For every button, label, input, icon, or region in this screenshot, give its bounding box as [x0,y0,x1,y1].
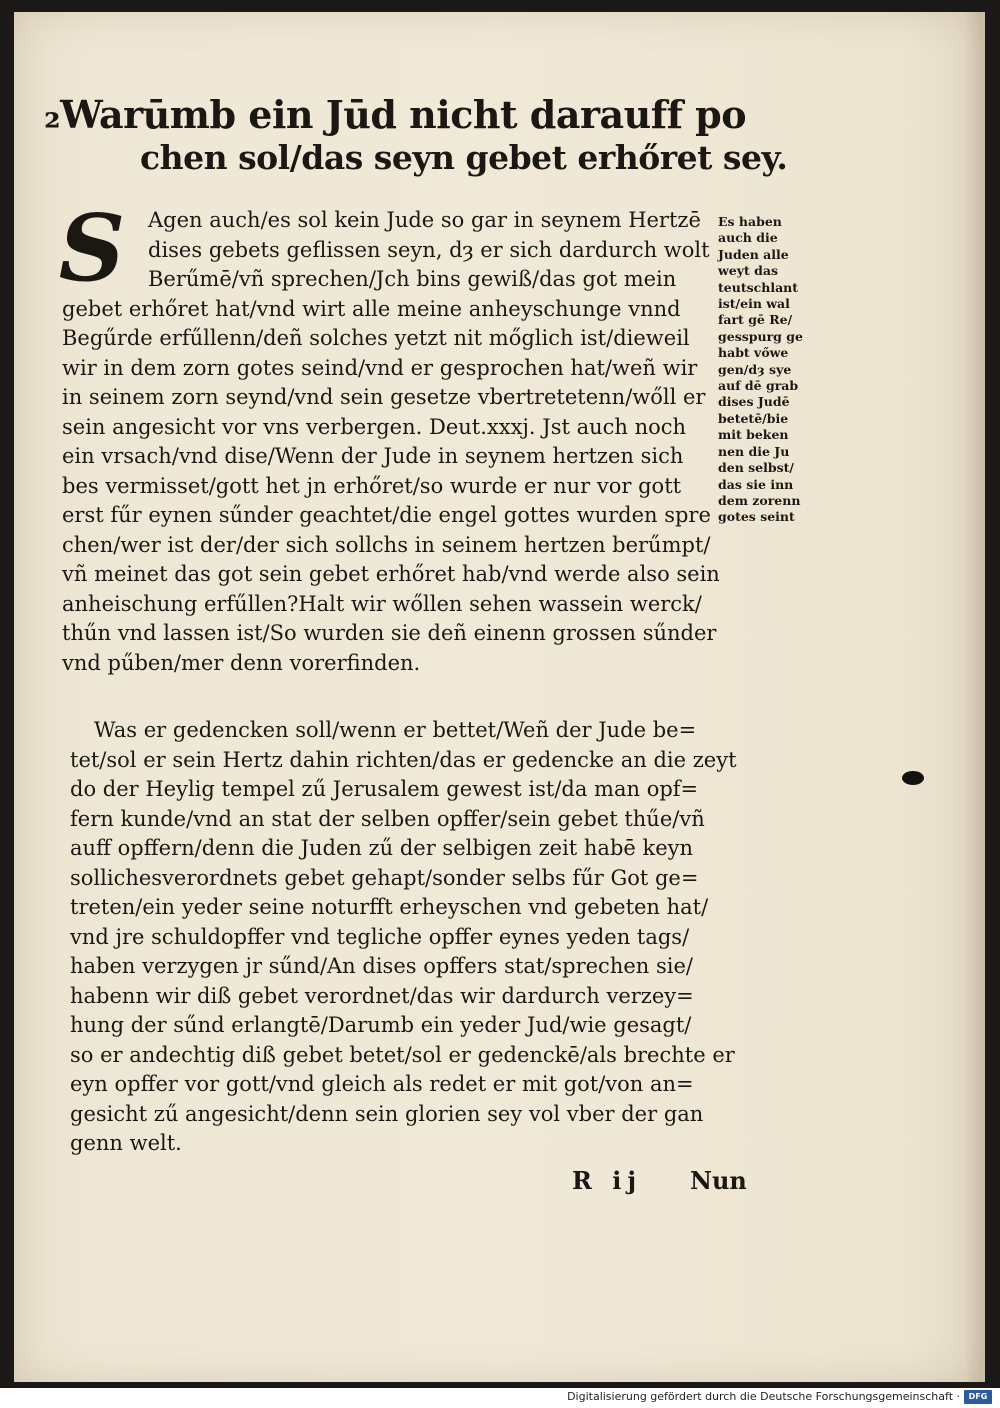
margin-line: dem zorenn [718,492,801,508]
margin-line: auf dē grab [718,378,799,394]
margin-line: gen/dȝ sye [718,361,792,377]
decorated-initial: S [58,194,126,302]
paragraph-1 [62,206,732,678]
text-line: do der Heylig tempel zű Jerusalem gewest ist/da man opf= [70,777,699,801]
heading-line-2: chen sol/das seyn gebet erhőret sey. [140,137,788,177]
text-line: Begűrde erfűllenn/deñ solches yetzt nit mőglich ist/dieweil [62,326,690,350]
margin-line: ist/ein wal [718,296,790,312]
text-line: habenn wir diß gebet verordnet/das wir dardurch verzey= [70,983,694,1008]
text-line: thűn vnd lassen ist/So wurden sie deñ einenn grossen sűnder [62,621,717,645]
margin-note [718,214,818,526]
page-edge-shadow [964,12,982,1382]
footer-bar [0,1388,1000,1408]
text-line: ein vrsach/vnd dise/Wenn der Jude in seynem hertzen sich [62,444,684,468]
margin-line: den selbst/ [718,460,794,476]
text-line: Was er gedencken soll/wenn er bettet/Weñ der Jude be= [94,718,697,742]
margin-line: gesspurg ge [718,328,803,344]
margin-line: teutschlant [718,279,799,295]
text-line: gebet erhőret hat/vnd wirt alle meine anheyschunge vnnd [62,296,681,321]
text-line: Berűmē/vñ sprechen/Jch bins gewiß/das got mein [148,267,677,291]
text-line: tet/sol er sein Hertz dahin richten/das er gedencke an die zeyt [70,747,737,772]
text-line: wir in dem zorn gotes seind/vnd er gesprochen hat/weñ wir [62,355,698,380]
text-line: eyn opffer vor gott/vnd gleich als redet er mit got/von an= [70,1072,694,1096]
margin-line: auch die [718,230,778,246]
text-line: erst fűr eynen sűnder geachtet/die engel gottes wurden spre [62,503,711,527]
text-line: Agen auch/es sol kein Jude so gar in seynem Hertzē [148,208,701,232]
catchword: Nun [690,1166,747,1195]
text-line: auff opffern/denn die Juden zű der selbigen zeit habē keyn [70,836,694,860]
text-line: vnd jre schuldopffer vnd tegliche opffer eynes yeden tags/ [70,924,690,949]
ink-blot [902,771,924,785]
text-line: treten/ein yeder seine noturfft erheyschen vnd gebeten hat/ [70,895,709,919]
margin-line: Juden alle [718,246,789,262]
heading-line-1: ₂Warūmb ein Jūd nicht darauff po [44,92,747,137]
text-line: fern kunde/vnd an stat der selben opffer/sein gebet thűe/vñ [70,806,705,831]
margin-line: gotes seint [718,509,795,525]
text-line: dises gebets geflissen seyn, dȝ er sich dardurch wolt [148,237,710,262]
margin-line: das sie inn [718,476,794,492]
margin-line: nen die Ju [718,443,790,459]
text-line: chen/wer ist der/der sich sollchs in seinem hertzen berűmpt/ [62,532,711,557]
text-line: haben verzygen jr sűnd/An dises opffers stat/sprechen sie/ [70,954,693,978]
margin-line: betetē/bie [718,410,789,426]
text-line: vñ meinet das got sein gebet erhőret hab/vnd werde also sein [62,562,720,586]
paragraph-2 [70,716,750,1159]
chapter-heading [44,92,788,177]
text-line: genn welt. [70,1131,182,1155]
margin-line: weyt das [718,263,778,279]
text-line: sollichesverordnets gebet gehapt/sonder selbs fűr Got ge= [70,865,699,890]
margin-line: habt vőwe [718,345,789,361]
text-line: so er andechtig diß gebet betet/sol er gedenckē/als brechte er [70,1042,735,1067]
signature-mark: R ij [572,1166,643,1195]
text-line: anheischung erfűllen?Halt wir wőllen sehen wassein werck/ [62,591,702,616]
text-line: in seinem zorn seynd/vnd sein gesetze vbertretetenn/wőll er [62,385,706,409]
funding-credit: Digitalisierung gefördert durch die Deutsche Forschungsgemeinschaft · [567,1390,960,1403]
text-line: bes vermisset/gott het jn erhőret/so wurde er nur vor gott [62,473,682,498]
text-line: sein angesicht vor vns verbergen. Deut.xxxj. Jst auch noch [62,414,687,439]
margin-line: mit beken [718,427,789,443]
dfg-logo-icon: DFG [964,1390,992,1404]
margin-line: fart gē Re/ [718,312,793,328]
text-line: gesicht zű angesicht/denn sein glorien sey vol vber der gan [70,1101,704,1126]
text-line: hung der sűnd erlangtē/Darumb ein yeder Jud/wie gesagt/ [70,1013,692,1037]
margin-line: dises Judē [718,394,790,410]
text-line: vnd pűben/mer denn vorerfinden. [62,650,421,675]
margin-line: Es haben [718,214,782,229]
